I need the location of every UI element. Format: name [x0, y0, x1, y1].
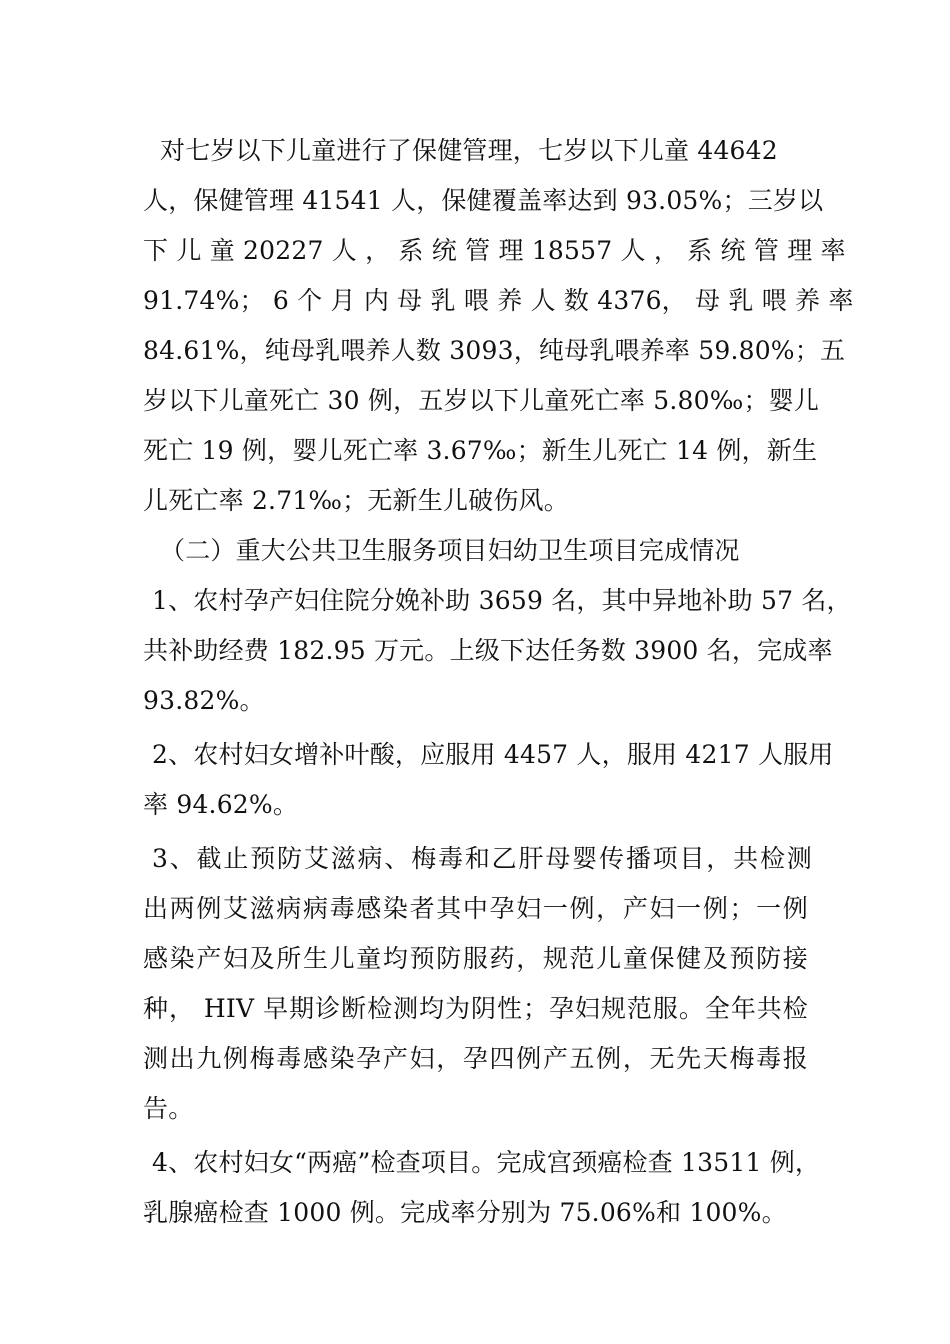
paragraph-line: 下 儿 童 20227 人 ， 系 统 管 理 18557 人 ， 系 统 管 理 率 — [143, 236, 846, 265]
paragraph-line: 率 94.62%。 — [143, 790, 299, 819]
paragraph-line: 1、农村孕产妇住院分娩补助 3659 名，其中异地补助 57 名， — [152, 586, 852, 615]
paragraph-line: 人，保健管理 41541 人，保健覆盖率达到 93.05%；三岁以 — [143, 186, 824, 215]
paragraph-line: 岁以下儿童死亡 30 例，五岁以下儿童死亡率 5.80‰；婴儿 — [143, 386, 820, 415]
paragraph-line: 4、农村妇女“两癌”检查项目。完成宫颈癌检查 13511 例， — [152, 1148, 821, 1177]
paragraph-line: 3、截止预防艾滋病、梅毒和乙肝母婴传播项目，共检测 — [152, 844, 812, 873]
paragraph-line: 对七岁以下儿童进行了保健管理，七岁以下儿童 44642 — [160, 136, 778, 165]
paragraph-line: 测出九例梅毒感染孕产妇，孕四例产五例，无先天梅毒报 — [143, 1044, 808, 1073]
paragraph-line: 乳腺癌检查 1000 例。完成率分别为 75.06%和 100%。 — [143, 1198, 787, 1227]
paragraph-line: 84.61%，纯母乳喂养人数 3093，纯母乳喂养率 59.80%；五 — [143, 336, 846, 365]
paragraph-line: 种， HIV 早期诊断检测均为阴性；孕妇规范服。全年共检 — [143, 994, 808, 1023]
paragraph-line: 2、农村妇女增补叶酸，应服用 4457 人，服用 4217 人服用 — [152, 740, 834, 769]
paragraph-line: 告。 — [143, 1094, 194, 1123]
paragraph-line: 感染产妇及所生儿童均预防服药，规范儿童保健及预防接 — [143, 944, 808, 973]
paragraph-line: 91.74%； 6 个 月 内 母 乳 喂 养 人 数 4376， 母 乳 喂 养 率 — [143, 286, 854, 315]
paragraph-line: 共补助经费 182.95 万元。上级下达任务数 3900 名，完成率 — [143, 636, 833, 665]
paragraph-line: 93.82%。 — [143, 686, 265, 715]
paragraph-line: 儿死亡率 2.71‰；无新生儿破伤风。 — [143, 486, 569, 515]
paragraph-line: 死亡 19 例，婴儿死亡率 3.67‰；新生儿死亡 14 例，新生 — [143, 436, 818, 465]
section-heading: （二）重大公共卫生服务项目妇幼卫生项目完成情况 — [160, 536, 740, 565]
paragraph-line: 出两例艾滋病病毒感染者其中孕妇一例，产妇一例；一例 — [143, 894, 808, 923]
